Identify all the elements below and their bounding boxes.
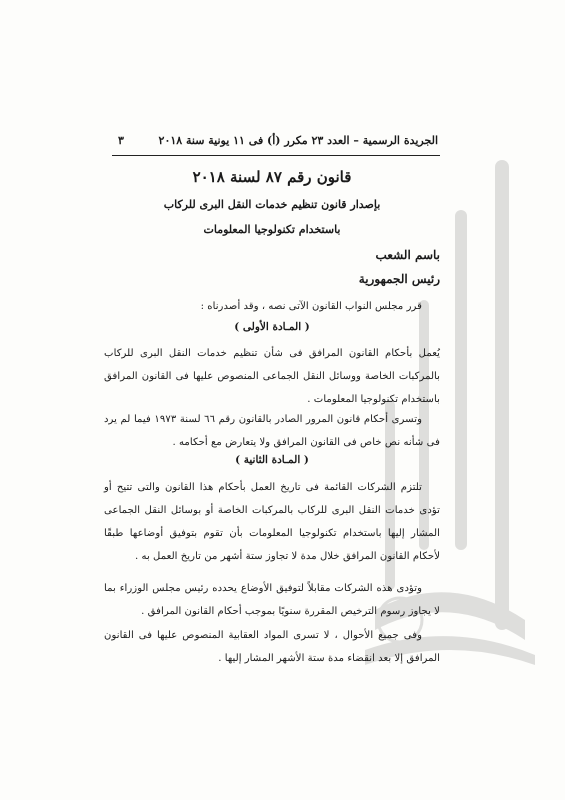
article-2-paragraph-3: وفى جميع الأحوال ، لا تسرى المواد العقابية المنصوص عليها فى القانون المرافق إلا بعد انقضاء مدة ستة الأشهر المشار إليها . — [104, 630, 440, 664]
header-publication: الجريدة الرسمية – العدد ٢٣ مكرر (أ) فى ١١ يونية سنة ٢٠١٨ — [158, 134, 438, 147]
article-2-paragraph-2: وتؤدى هذه الشركات مقابلاً لتوفيق الأوضاع يحدده رئيس مجلس الوزراء بما لا يجاوز رسوم الترخيص المقررة سنويًا بموجب أحكام القانون المرافق . — [104, 583, 440, 617]
header-page-number: ٣ — [118, 134, 124, 147]
article-1-paragraph-1: يُعمل بأحكام القانون المرافق فى شأن تنظيم خدمات النقل البرى للركاب بالمركبات الخاصة ووسائل النقل الجماعى المنصوص عليها فى القانون المرافق باستخدام تكنولوجيا المعلومات . — [104, 348, 440, 405]
decree-paragraph: قرر مجلس النواب القانون الآتى نصه ، وقد أصدرناه : — [200, 301, 422, 312]
article-1-paragraph-2: وتسرى أحكام قانون المرور الصادر بالقانون رقم ٦٦ لسنة ١٩٧٣ فيما لم يرد فى شأنه نص خاص فى القانون المرافق ولا يتعارض مع أحكامه . — [104, 414, 440, 448]
article-2-heading: ( المـادة الثانية ) — [235, 454, 309, 466]
article-2-paragraph-1: تلتزم الشركات القائمة فى تاريخ العمل بأحكام هذا القانون والتى تتيح أو تؤدى خدمات النقل البرى للركاب بالمركبات الخاصة أو بوسائل النقل الجماعى المشار إليها باستخدام تكنولوجيا المعلومات بأن تقوم بتوفيق أوضاعها طبقًا لأحكام القانون المرافق خلال مدة لا تجاوز ستة أشهر من تاريخ العمل به . — [104, 482, 440, 562]
president-heading: رئيس الجمهورية — [358, 272, 440, 286]
law-subtitle-line2: باستخدام تكنولوجيا المعلومات — [203, 223, 341, 236]
article-1-heading: ( المـادة الأولى ) — [234, 321, 310, 333]
in-name-of-people: باسم الشعب — [375, 248, 440, 262]
law-title: قانون رقم ٨٧ لسنة ٢٠١٨ — [192, 168, 352, 186]
law-subtitle-line1: بإصدار قانون تنظيم خدمات النقل البرى للركاب — [163, 198, 381, 211]
header-rule — [112, 155, 440, 156]
running-header — [118, 134, 438, 147]
